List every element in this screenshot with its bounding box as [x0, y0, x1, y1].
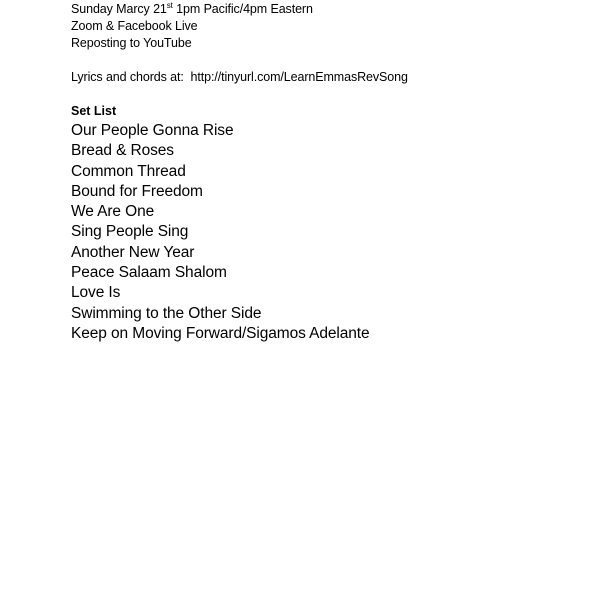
song-item: Another New Year — [71, 243, 195, 261]
event-time: 1pm Pacific/4pm Eastern — [172, 2, 313, 16]
song-item: Keep on Moving Forward/Sigamos Adelante — [71, 324, 370, 342]
song-item: Bread & Roses — [71, 142, 174, 160]
setlist-title: Set List — [71, 104, 117, 118]
setlist — [71, 121, 600, 344]
event-date-line — [71, 1, 600, 18]
lyrics-link[interactable]: http://tinyurl.com/LearnEmmasRevSong — [190, 70, 408, 84]
song-item: Peace Salaam Shalom — [71, 264, 227, 282]
song-item: Common Thread — [71, 162, 186, 180]
date-ordinal-suffix: st — [166, 1, 173, 10]
event-date: Sunday Marcy 21 — [71, 2, 167, 16]
lyrics-line — [71, 69, 600, 86]
event-platforms: Zoom & Facebook Live — [71, 19, 198, 33]
song-item: Bound for Freedom — [71, 182, 203, 200]
song-item: Love Is — [71, 284, 121, 302]
event-reposting: Reposting to YouTube — [71, 36, 192, 50]
song-item: Sing People Sing — [71, 223, 189, 241]
document-page — [71, 1, 600, 344]
lyrics-label: Lyrics and chords at: — [71, 70, 191, 84]
song-item: Our People Gonna Rise — [71, 122, 234, 139]
song-item: We Are One — [71, 203, 155, 221]
song-item: Swimming to the Other Side — [71, 304, 262, 322]
event-details — [71, 1, 600, 52]
